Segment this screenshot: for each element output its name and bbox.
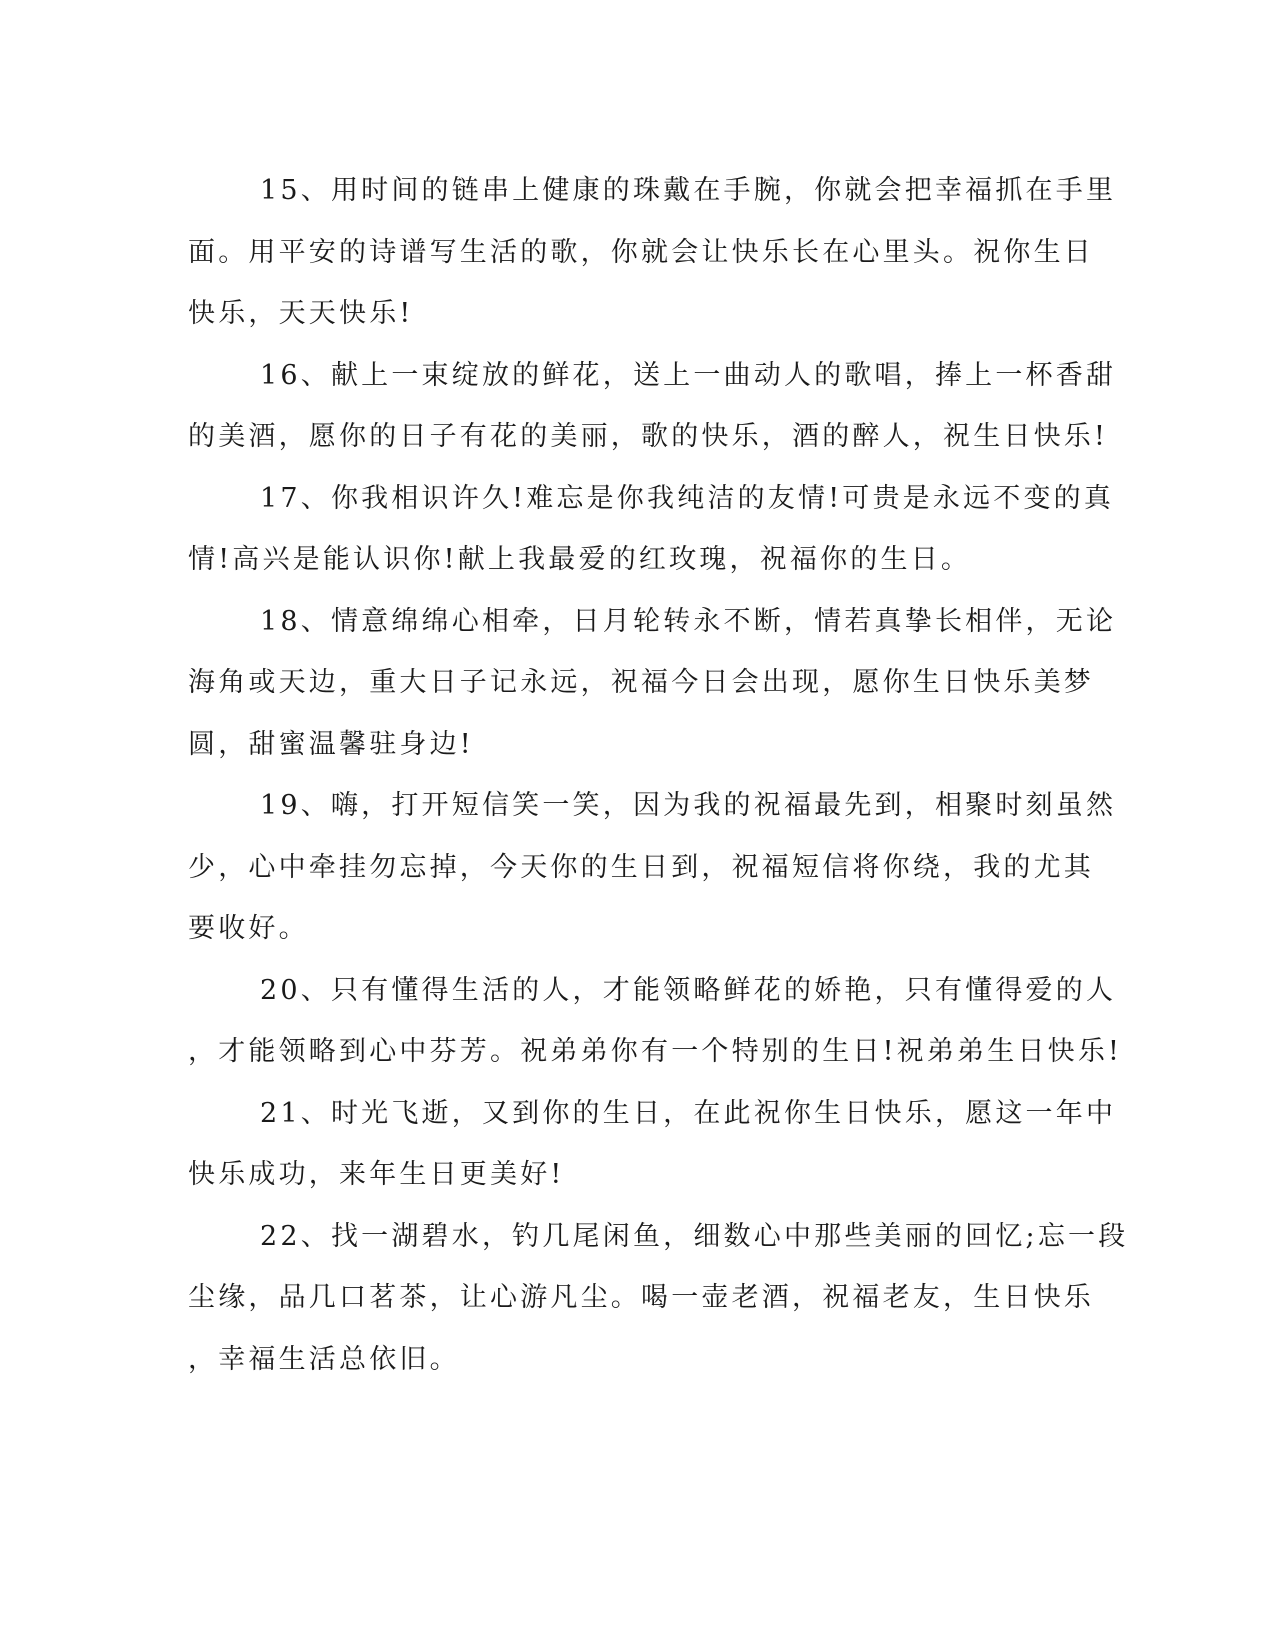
paragraph-16 bbox=[188, 345, 1117, 468]
paragraph-line: 海角或天边，重大日子记永远，祝福今日会出现，愿你生日快乐美梦 bbox=[188, 667, 1094, 698]
paragraph-line: 15、用时间的链串上健康的珠戴在手腕，你就会把幸福抓在手里 bbox=[260, 175, 1117, 206]
paragraph-line: 17、你我相识许久!难忘是你我纯洁的友情!可贵是永远不变的真 bbox=[260, 482, 1115, 514]
paragraph-17 bbox=[188, 468, 1115, 591]
paragraph-19 bbox=[188, 775, 1117, 960]
paragraph-line: 的美酒，愿你的日子有花的美丽，歌的快乐，酒的醉人，祝生日快乐! bbox=[188, 421, 1109, 452]
paragraph-20 bbox=[188, 960, 1123, 1083]
paragraph-line: 情!高兴是能认识你!献上我最爱的红玫瑰，祝福你的生日。 bbox=[188, 544, 972, 575]
paragraph-line: 面。用平安的诗谱写生活的歌，你就会让快乐长在心里头。祝你生日 bbox=[188, 236, 1094, 268]
paragraph-15 bbox=[188, 160, 1117, 345]
paragraph-line: 圆，甜蜜温馨驻身边! bbox=[188, 728, 474, 760]
paragraph-line: 20、只有懂得生活的人，才能领略鲜花的娇艳，只有懂得爱的人 bbox=[260, 974, 1117, 1006]
paragraph-line: 快乐，天天快乐! bbox=[188, 298, 414, 329]
paragraph-18 bbox=[188, 591, 1117, 776]
paragraph-line: 18、情意绵绵心相牵，日月轮转永不断，情若真挚长相伴，无论 bbox=[260, 605, 1117, 637]
paragraph-line: ，才能领略到心中芬芳。祝弟弟你有一个特别的生日!祝弟弟生日快乐! bbox=[188, 1036, 1123, 1067]
paragraph-line: 21、时光飞逝，又到你的生日，在此祝你生日快乐，愿这一年中 bbox=[260, 1097, 1117, 1129]
paragraph-line: 少，心中牵挂勿忘掉，今天你的生日到，祝福短信将你绕，我的尤其 bbox=[188, 851, 1094, 883]
paragraph-line: 19、嗨，打开短信笑一笑，因为我的祝福最先到，相聚时刻虽然 bbox=[260, 790, 1117, 821]
paragraph-line: 22、找一湖碧水，钓几尾闲鱼，细数心中那些美丽的回忆;忘一段 bbox=[260, 1220, 1129, 1252]
document-body bbox=[188, 160, 1129, 1390]
paragraph-line: ，幸福生活总依旧。 bbox=[188, 1343, 460, 1375]
paragraph-line: 要收好。 bbox=[188, 913, 309, 944]
paragraph-line: 快乐成功，来年生日更美好! bbox=[188, 1159, 565, 1190]
paragraph-line: 16、献上一束绽放的鲜花，送上一曲动人的歌唱，捧上一杯香甜 bbox=[260, 359, 1117, 391]
paragraph-21 bbox=[188, 1083, 1117, 1206]
paragraph-line: 尘缘，品几口茗茶，让心游凡尘。喝一壶老酒，祝福老友，生日快乐 bbox=[188, 1282, 1094, 1313]
paragraph-22 bbox=[188, 1206, 1129, 1391]
